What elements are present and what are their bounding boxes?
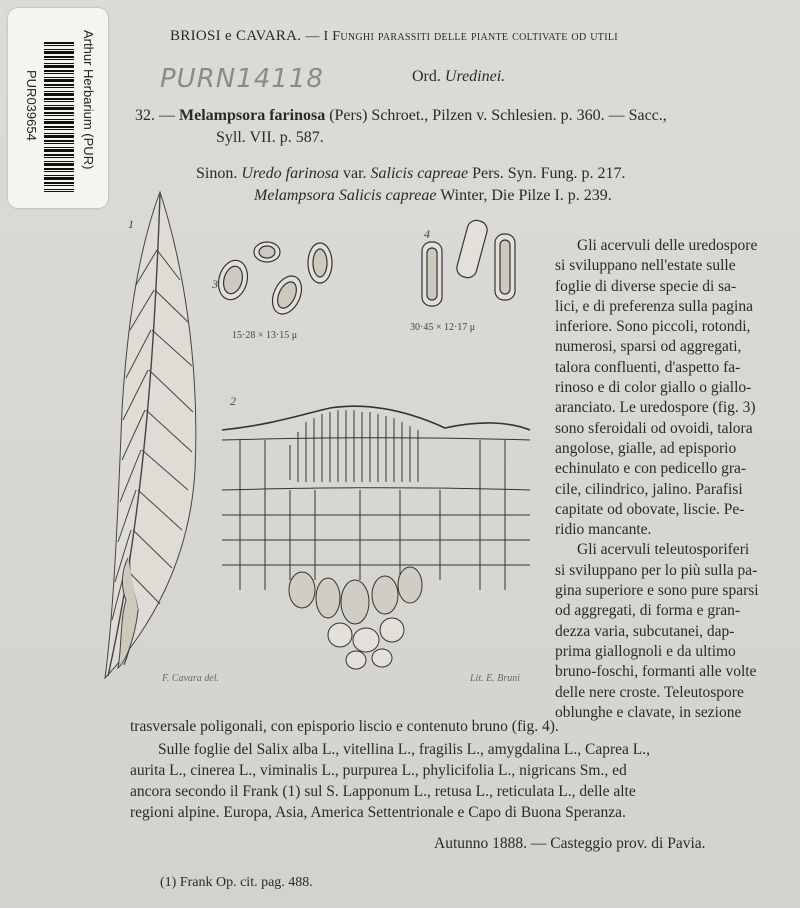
description-line: Gli acervuli delle uredospore (577, 237, 758, 254)
description-line: dezza varia, subcutanei, dap- (555, 622, 735, 640)
description-line: lici, e di preferenza sulla pagina (555, 297, 753, 315)
running-head-title: — I Funghi parassiti delle piante coltivate od utili (305, 29, 618, 44)
collection-note: Autunno 1888. — Casteggio prov. di Pavia. (434, 835, 706, 852)
description-line: capitate od obovate, liscie. Pe- (555, 500, 745, 518)
barcode (44, 42, 74, 192)
fig1-label: 1 (128, 217, 134, 231)
synonym-2-ref: Winter, Die Pilze I. p. 239. (440, 187, 612, 204)
synonym-label: Sinon. (196, 165, 238, 182)
description-line: gina superiore e sono pure sparsi (555, 582, 759, 600)
description-column (555, 236, 785, 723)
fig4-measure: 30·45 × 12·17 μ (410, 322, 476, 333)
illustration-plate (100, 190, 545, 690)
citation-b: Syll. VII. p. 587. (216, 129, 324, 146)
synonym-1-epithet: Salicis capreae (370, 165, 469, 182)
description-line: inferiore. Sono piccoli, rotondi, (555, 318, 751, 336)
entry-heading (135, 107, 667, 125)
species-name: Melampsora farinosa (179, 107, 326, 124)
handwritten-number: PURN14118 (160, 64, 324, 94)
fig4-label: 4 (424, 227, 430, 241)
description-line: numerosi, sparsi od aggregati, (555, 338, 742, 356)
description-line: delle nere croste. Teleutospore (555, 683, 744, 701)
accession-number: PUR039654 (24, 70, 39, 141)
synonym-1-var: var. (342, 165, 367, 182)
lithographer-signature: Lit. E. Bruni (470, 673, 521, 684)
description-line: foglie di diverse specie di sa- (555, 277, 737, 295)
description-line: oblunghe e clavate, in sezione (555, 703, 742, 721)
teleutospores-drawing (422, 218, 515, 306)
description-line: cile, cilindrico, jalino. Parafisi (555, 480, 743, 498)
footnote: (1) Frank Op. cit. pag. 488. (160, 875, 313, 890)
description-line: Gli acervuli teleutosporiferi (577, 541, 750, 559)
illustrator-signature: F. Cavara del. (162, 673, 220, 684)
description-line: si sviluppano per lo più sulla pa- (555, 561, 758, 579)
description-line: rinoso e di color giallo o giallo- (555, 379, 752, 397)
citation-a: (Pers) Schroet., Pilzen v. Schlesien. p. 360. — Sacc., (329, 107, 667, 124)
hosts-line: ancora secondo il Frank (1) sul S. Lapponum L., retusa L., reticulata L., delle alte (130, 783, 636, 800)
description-line: od aggregati, di forma e gran- (555, 602, 741, 620)
description-line: talora confluenti, d'aspetto fa- (555, 358, 741, 376)
fig3-label: 3 (212, 277, 218, 291)
description-line: prima giallognoli e da ultimo (555, 642, 736, 660)
entry-dash: — (159, 107, 175, 124)
hosts-line: regioni alpine. Europa, Asia, America Settentrionale e Capo di Buona Speranza. (130, 804, 626, 821)
collection-name: Arthur Herbarium (PUR) (81, 30, 96, 170)
synonym-1 (196, 165, 626, 183)
order-label: Ord. (412, 68, 441, 85)
hosts-line: aurita L., cinerea L., viminalis L., purpurea L., phylicifolia L., nigricans Sm., ed (130, 762, 627, 779)
uredospores-drawing (214, 242, 332, 319)
running-head-authors: BRIOSI e CAVARA. (170, 28, 302, 44)
description-line: bruno-foschi, formanti alle volte (555, 663, 757, 681)
description-lines (555, 236, 785, 723)
order-name: Uredinei. (444, 68, 506, 85)
description-full-line: trasversale poligonali, con episporio liscio e contenuto bruno (fig. 4). (130, 718, 559, 735)
synonym-1-ref: Pers. Syn. Fung. p. 217. (472, 165, 626, 182)
fig3-measure: 15·28 × 13·15 μ (232, 330, 298, 341)
synonym-1-name: Uredo farinosa (241, 165, 339, 182)
entry-number: 32. (135, 107, 155, 124)
order-line (412, 68, 505, 86)
description-line: aranciato. Le uredospore (fig. 3) (555, 399, 756, 417)
fig2-label: 2 (230, 394, 236, 408)
hosts-line: Sulle foglie del Salix alba L., vitellina L., fragilis L., amygdalina L., Caprea L., (158, 741, 650, 758)
section-drawing (222, 406, 530, 669)
description-line: angolose, gialle, ad episporio (555, 439, 737, 457)
hosts-paragraph (130, 739, 650, 823)
description-line: echinulato e con pedicello gra- (555, 460, 747, 478)
description-line: sono sferoidali od ovoidi, talora (555, 419, 753, 437)
running-head (170, 28, 618, 45)
leaf-drawing (105, 192, 196, 678)
description-line: ridio mancante. (555, 521, 652, 539)
synonym-2-name: Melampsora Salicis capreae (254, 187, 437, 204)
description-line: si sviluppano nell'estate sulle (555, 257, 736, 275)
